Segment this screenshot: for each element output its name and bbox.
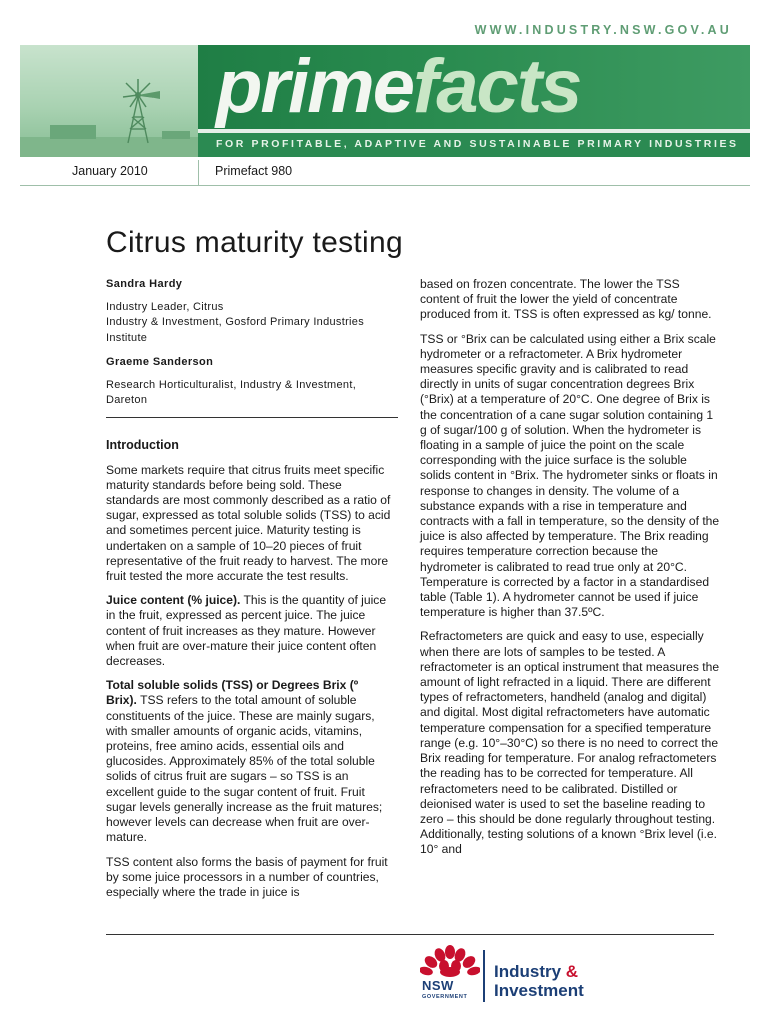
logo-nsw-text: NSW <box>422 978 454 993</box>
nsw-industry-investment-logo <box>420 944 600 1010</box>
footer-divider <box>106 934 714 935</box>
primefacts-logo <box>216 41 580 133</box>
body-paragraph: Some markets require that citrus fruits meet specific maturity standards before being sold. These standards are most commonly described as a ratio of sugar, expressed as total soluble solids (TSS) to acid and sometimes percent juice. Maturity testing is undertaken on a sample of 10–20 pieces of fruit representative of the fruit ready to harvest. The more fruit tested the more accurate the test results. <box>106 462 391 584</box>
right-column <box>420 277 720 867</box>
site-url: WWW.INDUSTRY.NSW.GOV.AU <box>474 23 732 37</box>
brand-prime: prime <box>216 44 413 129</box>
publication-date: January 2010 <box>72 164 148 178</box>
primefacts-banner <box>20 45 750 157</box>
left-column <box>106 277 392 909</box>
body-paragraph: TSS or °Brix can be calculated using either a Brix scale hydrometer or a refractometer. A Brix hydrometer measures specific gravity and is calibrated to read directly in units of sugar concentration degrees Brix (°Brix) at a temperature of 20°C. One degree of Brix is the concentration of a cane sugar solution containing 1 g of sugar/100 g of solution. When the hydrometer is floating in a sample of juice the point on the scale corresponding with the juice surface is the soluble solids content in °Brix. The hydrometer sinks or floats in response to changes in density. The volume of a substance expands with a rise in temperature and contracts with a fall in temperature, so the density of the juice is also affected by temperature. The Brix reading requires temperature correction because the hydrometer is calibrated to read true only at 20°C. Temperature is corrected by a factor in a standardised table (Table 1). A hydrometer cannot be used if juice temperature is higher than 37.5ºC. <box>420 331 720 620</box>
author-affiliation: Industry Leader, Citrus Industry & Investment, Gosford Primary Industries Institute <box>106 301 365 344</box>
windmill-photo <box>20 45 198 157</box>
author-name: Sandra Hardy <box>106 278 183 290</box>
page-title: Citrus maturity testing <box>106 226 403 259</box>
body-paragraph: Juice content (% juice). This is the quantity of juice in the fruit, expressed as percent juice. The juice content of fruit increases as they mature. However when fruit are over-mature their juice content often decreases. <box>106 593 387 669</box>
body-paragraph: TSS content also forms the basis of payment for fruit by some juice processors in a number of countries, especially where the trade in juice is <box>106 854 388 899</box>
author-affiliation: Research Horticulturalist, Industry & Investment, Dareton <box>106 379 357 407</box>
windmill-icon <box>20 45 198 157</box>
paragraph-lead: Total soluble solids (TSS) or Degrees Brix (º Brix). <box>106 678 359 708</box>
body-paragraph: Refractometers are quick and easy to use, especially when there are lots of samples to be tested. A refractometer is an optical instrument that measures the amount of light refracted in a liquid. There are different types of refractometers, handheld (analog and digital) and digital. Most digital refractometers have automatic temperature compensation for a specified temperature range (e.g. 10°–30°C) so there is no need to correct the Brix reading for temperature. For analog refractometers the reading has to be corrected for temperature. All refractometers need to be calibrated. Distilled or deionised water is used to set the baseline reading to zero – this should be done regularly throughout testing. Additionally, testing solutions of a known °Brix level (i.e. 10° and <box>420 629 720 857</box>
logo-department-text: Industry & Investment <box>494 962 584 1000</box>
section-heading: Introduction <box>106 438 179 453</box>
body-paragraph: Total soluble solids (TSS) or Degrees Brix (º Brix). TSS refers to the total amount of soluble constituents of the juice. These are mainly sugars, with smaller amounts of organic acids, vitamins, proteins, free amino acids, essential oils and glucosides. Approximately 85% of the total soluble solids of citrus fruit are sugars – so TSS is an excellent guide to the sugar content of fruit. Fruit sugar levels generally increase as the fruit matures; however levels can decrease when fruit are over-mature. <box>106 678 383 845</box>
primefact-number: Primefact 980 <box>215 164 293 178</box>
tagline: FOR PROFITABLE, ADAPTIVE AND SUSTAINABLE PRIMARY INDUSTRIES <box>216 138 739 150</box>
paragraph-lead: Juice content (% juice). <box>106 593 241 608</box>
meta-row <box>20 160 750 186</box>
divider <box>106 417 398 418</box>
logo-government-text: GOVERNMENT <box>422 994 468 1000</box>
waratah-icon <box>420 944 480 980</box>
author-name: Graeme Sanderson <box>106 355 214 368</box>
body-paragraph: based on frozen concentrate. The lower the TSS content of fruit the lower the yield of concentrate produced from it. TSS is often expressed as kg/ tonne. <box>420 277 712 322</box>
brand-facts: facts <box>412 44 581 129</box>
